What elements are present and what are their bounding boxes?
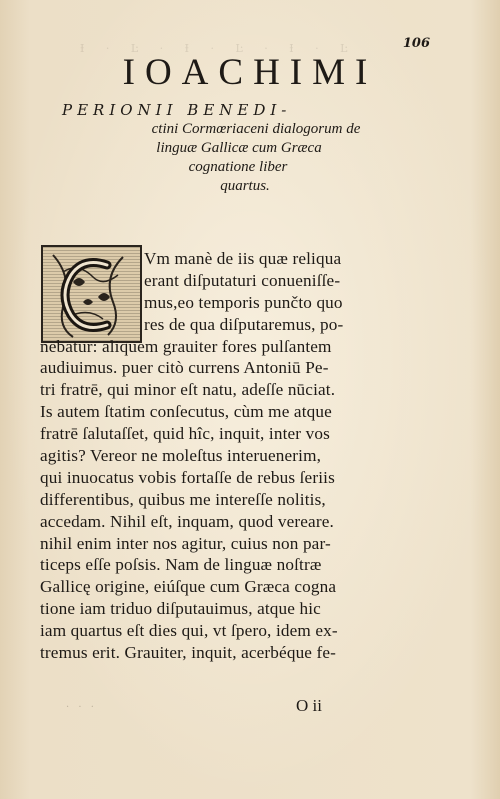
text-line: res de qua diſputaremus, po-: [144, 314, 344, 334]
show-through-mark: · · ·: [66, 702, 97, 713]
body-text: [40, 248, 410, 664]
text-line: audiuimus. puer citò currens Antoniū Pe-: [40, 358, 329, 378]
text-line: ticeps eſſe poſsis. Nam de linguæ noſtræ: [40, 555, 322, 575]
text-line: fratrē ſalutaſſet, quid hîc, inquit, inter vos: [40, 424, 330, 444]
signature-mark: O ii: [296, 696, 322, 715]
title-author-name: IOACHIMI: [122, 52, 378, 93]
text-line: nihil enim inter nos agitur, cuius non par-: [40, 533, 331, 553]
title-line-3: ctini Cormœriaceni dialogorum de: [151, 121, 361, 137]
text-line: accedam. Nihil eſt, inquam, quod vereare.: [40, 511, 334, 531]
title-line-6: quartus.: [220, 178, 270, 194]
title-line-5: cognatione liber: [188, 159, 288, 175]
text-line: iam quartus eſt dies qui, vt ſpero, idem ex-: [40, 621, 338, 641]
show-through-text: Ɨ · Ŀ · Ɨ · Ŀ · Ɨ · Ŀ: [80, 42, 357, 55]
title-block: [0, 120, 500, 196]
title-line-2: PERIONII BENEDI-: [62, 101, 292, 119]
text-line: erant diſputaturi conueniſſe-: [144, 270, 341, 290]
text-line: mus,eo temporis punčto quo: [144, 292, 343, 312]
text-line: tione iam triduo diſputauimus, atque hic: [40, 599, 321, 619]
page-footer: [0, 696, 500, 716]
text-line: nebatur: aliquem grauiter fores pulſantem: [40, 336, 332, 356]
title-line-4: linguæ Gallicæ cum Græca: [156, 140, 322, 156]
text-line: tremus erit. Grauiter, inquit, acerbéque fe-: [40, 643, 337, 663]
text-line: Gallicę origine, eiúſque cum Græca cogna: [40, 577, 337, 597]
text-line: differentibus, quibus me intereſſe nolitis,: [40, 489, 326, 509]
text-line: Is autem ſtatim conſecutus, cùm me atque: [40, 402, 332, 422]
page-number: 106: [402, 36, 430, 51]
text-line: agitis? Vereor ne moleſtus interuenerim,: [40, 446, 322, 466]
text-line: qui inuocatus vobis fortaſſe de rebus ſeriis: [40, 467, 335, 487]
text-line: tri fratrē, qui minor eſt natu, adeſſe nūciat.: [40, 380, 336, 400]
text-line: Vm manè de iis quæ reliqua: [144, 249, 342, 268]
